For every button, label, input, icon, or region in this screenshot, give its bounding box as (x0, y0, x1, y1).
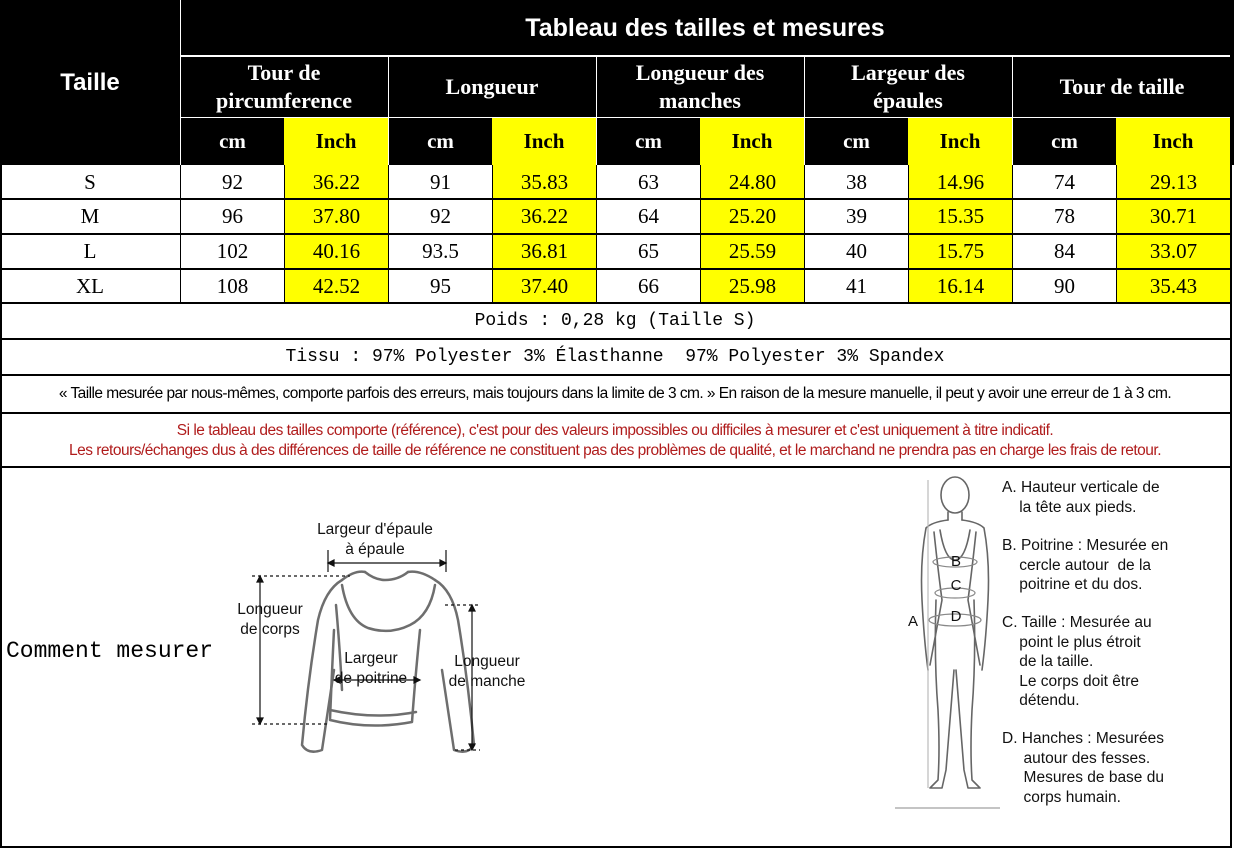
unit-cm-header: cm (635, 129, 662, 153)
table-cell: 102 (216, 239, 249, 263)
legend-c: C. Taille : Mesurée au point le plus étroit de la taille. Le corps doit être détendu. (1002, 614, 1152, 709)
unit-inch-header: Inch (1116, 118, 1230, 165)
table-cell: 37.40 (520, 273, 569, 298)
table-cell-size: XL (76, 273, 104, 298)
warning-block (0, 414, 1230, 466)
body-letter-a: A (907, 613, 918, 630)
group-header-waist: Tour de taille (1059, 74, 1185, 99)
label-body-length: Longueur de corps (237, 601, 303, 638)
group-header-circumference: Tour de pircumference (215, 60, 353, 113)
fabric-info: Tissu : 97% Polyester 3% Élasthanne 97% Polyester 3% Spandex (285, 347, 945, 367)
table-cell: 40 (846, 239, 867, 263)
table-cell: 42.52 (312, 273, 361, 298)
table-cell: 15.75 (936, 239, 985, 263)
body-letter-d: D (950, 608, 962, 625)
unit-cm-header: cm (219, 129, 246, 153)
table-cell: 30.71 (1149, 204, 1198, 228)
table-cell: 84 (1054, 239, 1075, 263)
table-cell: 65 (638, 239, 659, 263)
label-chest-width: Largeur de poitrine (334, 650, 408, 687)
table-cell: 41 (846, 273, 867, 298)
legend-a: A. Hauteur verticale de la tête aux pieds. (1002, 479, 1160, 516)
table-cell: 93.5 (422, 239, 459, 263)
warning-line-2: Les retours/échanges dus à des différences de taille de référence ne constituent pas des problèmes de qualité, et le marchand ne prendra pas en charge les frais de retour. (68, 442, 1162, 459)
table-cell: 39 (846, 204, 867, 228)
table-cell-size: M (80, 204, 100, 228)
how-to-measure-label: Comment mesurer (6, 638, 214, 664)
table-cell: 36.81 (520, 239, 569, 263)
unit-cm-header: cm (843, 129, 870, 153)
table-cell: 66 (638, 273, 659, 298)
table-cell: 92 (430, 204, 451, 228)
unit-inch-header: Inch (908, 118, 1012, 165)
body-letter-c: C (950, 577, 962, 594)
body-figure-illustration (890, 470, 1000, 815)
size-column-header: Taille (60, 69, 120, 96)
label-sleeve-length: Longueur de manche (448, 653, 526, 690)
table-cell: 25.98 (728, 273, 777, 298)
table-cell: 64 (638, 204, 659, 228)
unit-cm-header: cm (427, 129, 454, 153)
table-cell: 91 (430, 169, 451, 194)
table-cell: 74 (1054, 169, 1075, 194)
table-cell: 35.83 (520, 169, 569, 194)
label-shoulder-width: Largeur d'épaule à épaule (317, 521, 433, 558)
table-cell: 25.59 (728, 239, 777, 263)
body-letter-b: B (950, 553, 961, 570)
measurement-note: « Taille mesurée par nous-mêmes, comporte parfois des erreurs, mais toujours dans la limite de 3 cm. » En raison de la mesure manuelle, il peut y avoir une erreur de 1 à 3 cm. (58, 385, 1172, 402)
table-cell: 78 (1054, 204, 1075, 228)
group-header-length: Longueur (445, 74, 539, 99)
table-cell: 37.80 (312, 204, 361, 228)
weight-info: Poids : 0,28 kg (Taille S) (474, 311, 756, 331)
table-cell: 90 (1054, 273, 1075, 298)
table-cell: 63 (638, 169, 659, 194)
table-cell: 36.22 (312, 169, 361, 194)
table-cell: 108 (216, 273, 249, 298)
table-cell: 14.96 (936, 169, 985, 194)
table-cell: 35.43 (1149, 273, 1198, 298)
table-cell: 40.16 (312, 239, 361, 263)
unit-inch-header: Inch (700, 118, 804, 165)
table-cell: 96 (222, 204, 243, 228)
table-cell: 29.13 (1149, 169, 1198, 194)
table-cell: 15.35 (936, 204, 985, 228)
table-cell: 16.14 (936, 273, 985, 298)
table-cell-size: S (84, 169, 96, 194)
table-cell: 36.22 (520, 204, 569, 228)
unit-cm-header: cm (1051, 129, 1078, 153)
warning-line-1: Si le tableau des tailles comporte (référence), c'est pour des valeurs impossibles ou difficiles à mesurer et c'est uniquement à titre indicatif. (176, 422, 1054, 439)
group-header-sleeve-length: Longueur des manches (635, 60, 765, 113)
unit-inch-header: Inch (284, 118, 388, 165)
table-cell: 24.80 (728, 169, 777, 194)
unit-inch-header: Inch (492, 118, 596, 165)
table-cell: 95 (430, 273, 451, 298)
table-cell: 92 (222, 169, 243, 194)
table-title: Tableau des tailles et mesures (525, 13, 885, 42)
table-cell: 25.20 (728, 204, 777, 228)
legend-d: D. Hanches : Mesurées autour des fesses. Mesures de base du corps humain. (1002, 730, 1164, 806)
table-cell-size: L (83, 239, 97, 263)
table-cell: 33.07 (1149, 239, 1198, 263)
table-cell: 38 (846, 169, 867, 194)
group-header-shoulder-width: Largeur des épaules (851, 60, 965, 113)
legend-b: B. Poitrine : Mesurée en cercle autour de la poitrine et du dos. (1002, 537, 1169, 593)
